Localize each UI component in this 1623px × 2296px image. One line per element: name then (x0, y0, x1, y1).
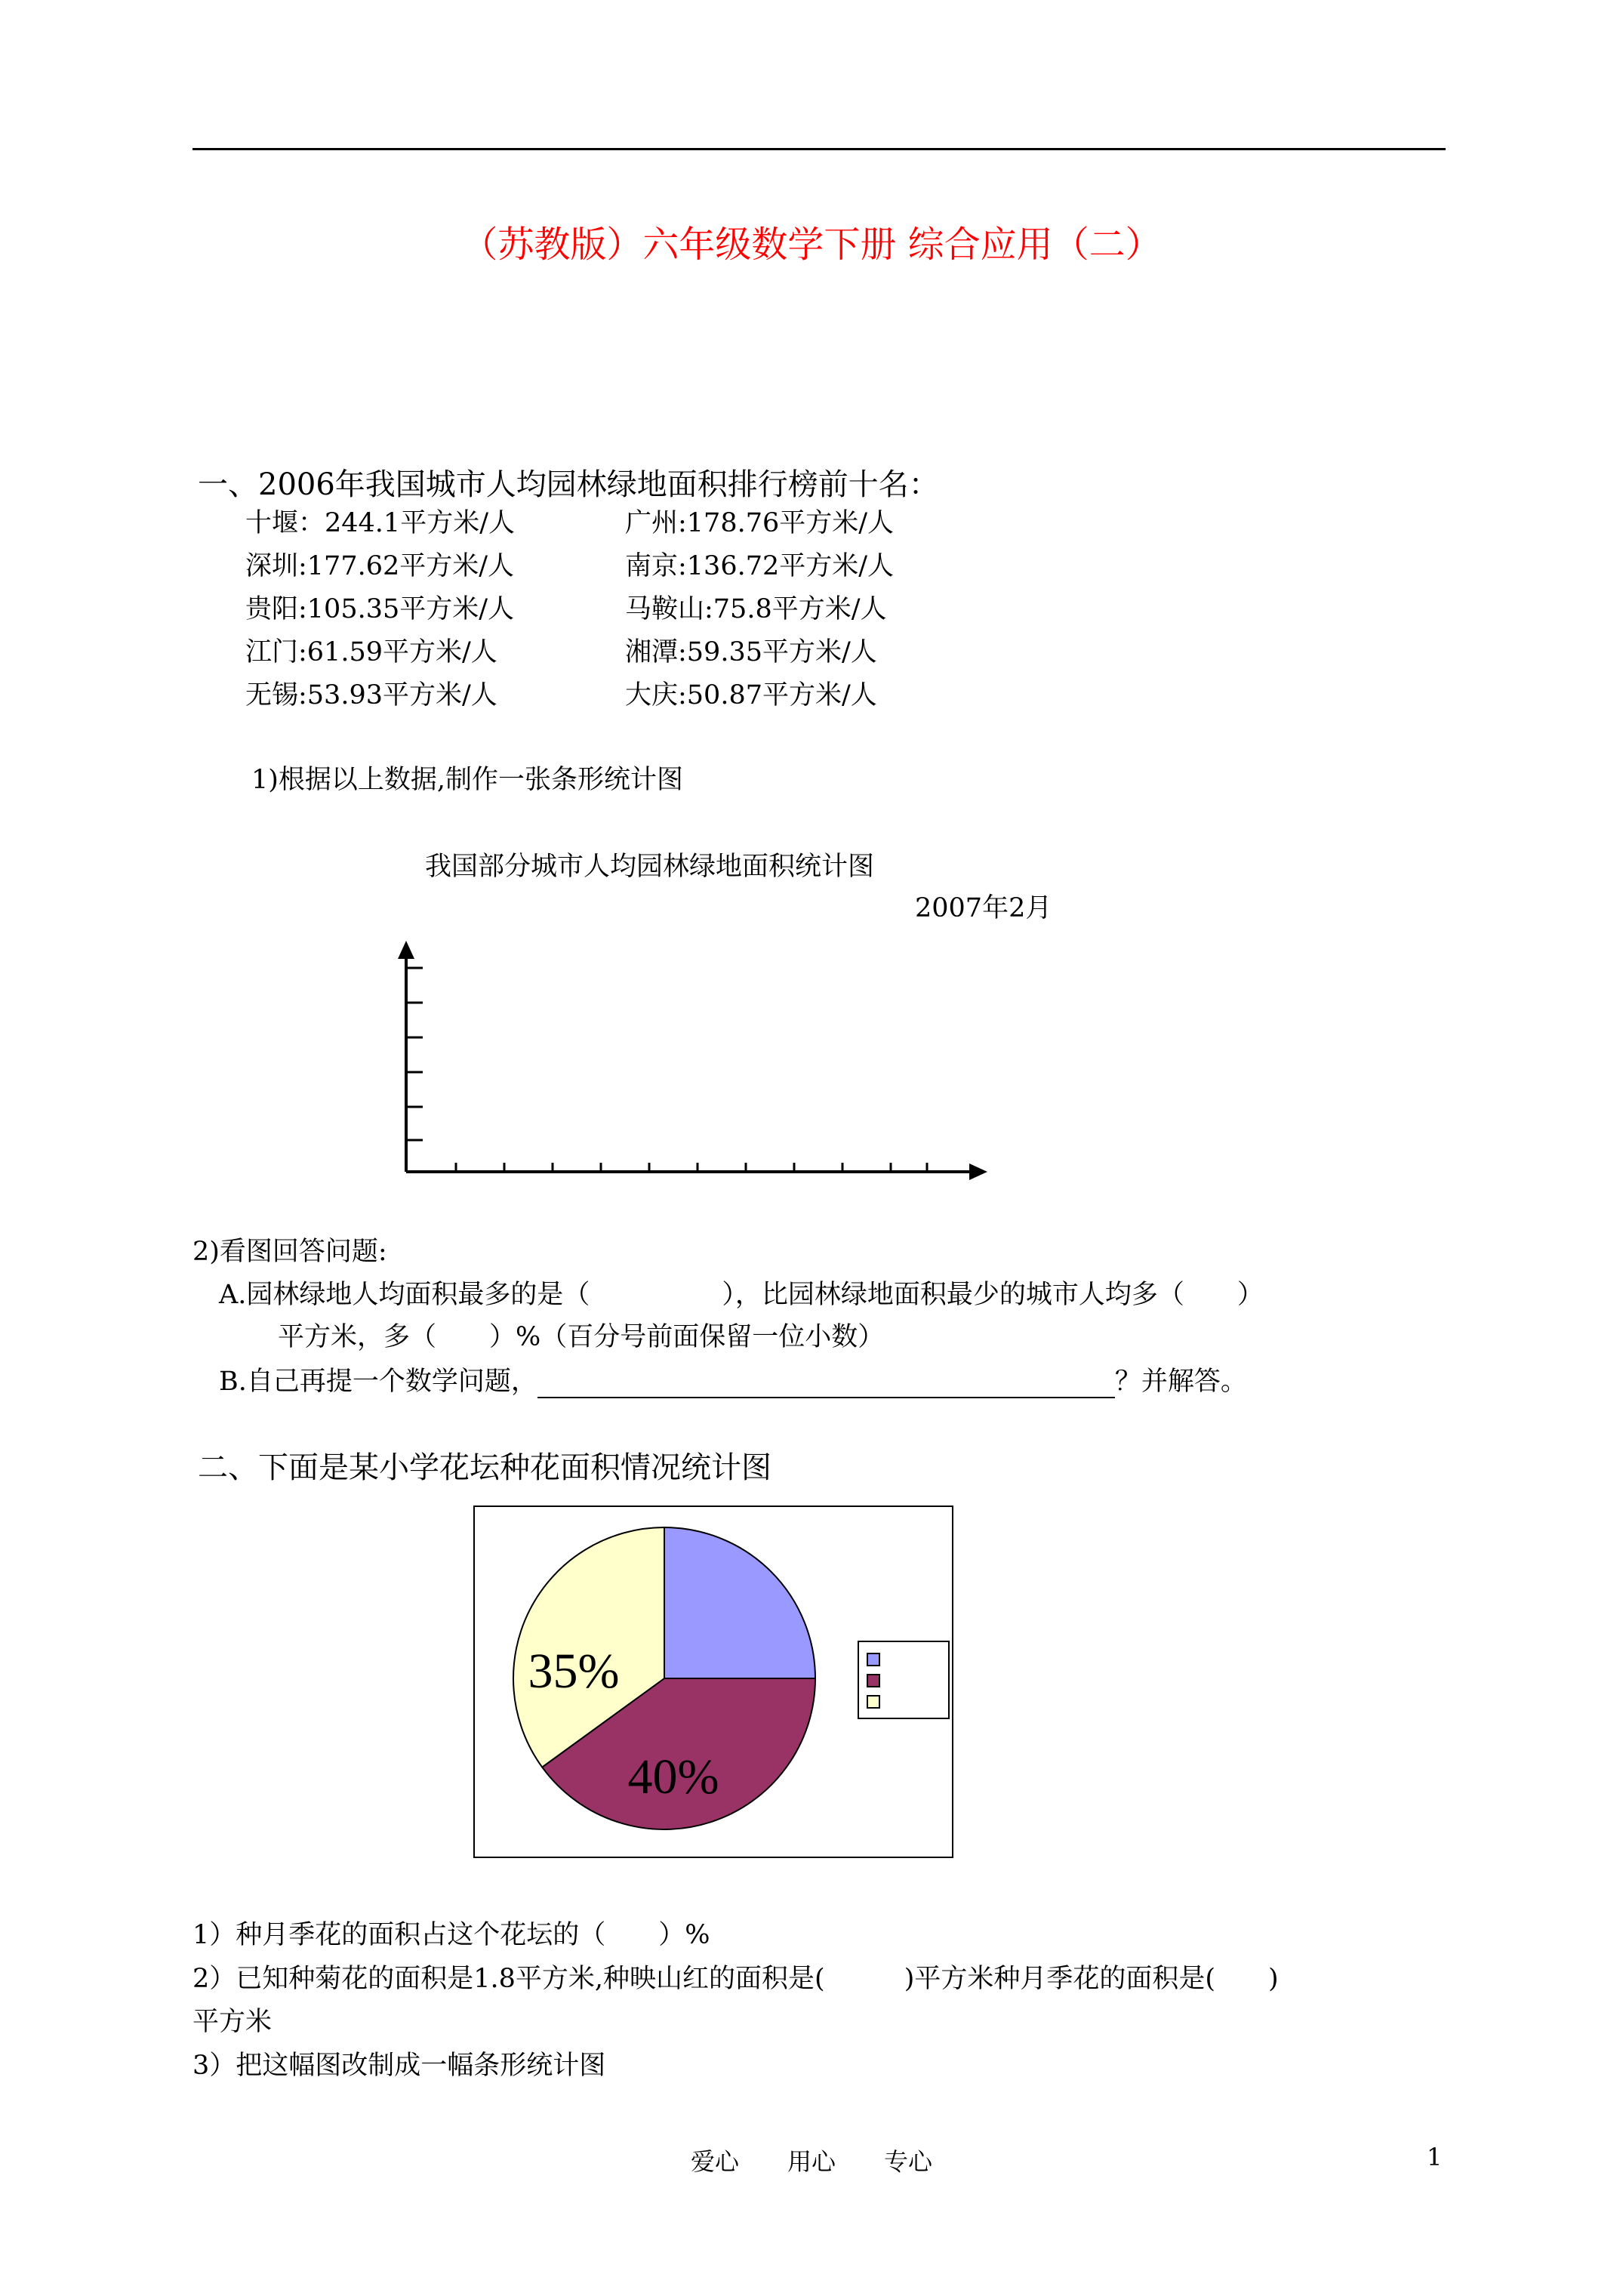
legend-swatch-1 (867, 1653, 880, 1666)
bar-chart-title: 我国部分城市人均园林绿地面积统计图 (425, 852, 875, 882)
city-data-right-4: 湘潭:59.35平方米/人 (625, 637, 877, 667)
city-data-left-3: 贵阳:105.35平方米/人 (245, 594, 515, 624)
question-2-2-line1: 2）已知种菊花的面积是1.8平方米,种映山红的面积是( )平方米种月季花的面积是( ) (192, 1964, 1279, 1994)
city-data-left-2: 深圳:177.62平方米/人 (245, 551, 515, 581)
question-2-1: 1）种月季花的面积占这个花坛的（ ）% (192, 1920, 710, 1950)
pie-label-35: 35% (528, 1644, 620, 1699)
question-2-2-line2: 平方米 (192, 2007, 273, 2037)
section1-heading: 一、2006年我国城市人均园林绿地面积排行榜前十名： (198, 467, 939, 502)
bar-chart-date: 2007年2月 (915, 893, 1052, 923)
section2-heading: 二、下面是某小学花坛种花面积情况统计图 (198, 1450, 771, 1485)
city-data-right-3: 马鞍山:75.8平方米/人 (625, 594, 887, 624)
question-1-2-b-prefix: B.自己再提一个数学问题， (219, 1367, 537, 1397)
legend-swatch-3 (867, 1695, 880, 1709)
footer-motto: 爱心 用心 专心 (690, 2147, 932, 2176)
city-data-left-1: 十堰：244.1平方米/人 (245, 508, 515, 538)
question-1-2-a-line2: 平方米，多（ ）%（百分号前面保留一位小数） (278, 1322, 885, 1352)
page-number: 1 (1427, 2143, 1443, 2171)
city-data-right-5: 大庆:50.87平方米/人 (625, 680, 877, 710)
city-data-left-4: 江门:61.59平方米/人 (245, 637, 497, 667)
legend-swatch-2 (867, 1674, 880, 1687)
pie-label-40: 40% (627, 1749, 719, 1804)
question-1-1: 1)根据以上数据,制作一张条形统计图 (251, 765, 684, 795)
question-1-2-a-line1: A.园林绿地人均面积最多的是（ ），比园林绿地面积最少的城市人均多（ ） (219, 1280, 1264, 1310)
question-1-2: 2)看图回答问题: (192, 1237, 387, 1267)
city-data-right-1: 广州:178.76平方米/人 (625, 508, 895, 538)
pie-legend (858, 1641, 950, 1719)
city-data-left-5: 无锡:53.93平方米/人 (245, 680, 497, 710)
city-data-right-2: 南京:136.72平方米/人 (625, 551, 895, 581)
question-1-2-b-suffix: ？并解答。 (1114, 1367, 1247, 1397)
question-2-3: 3）把这幅图改制成一幅条形统计图 (192, 2051, 606, 2081)
page-title: （苏教版）六年级数学下册 综合应用（二） (461, 223, 1162, 266)
